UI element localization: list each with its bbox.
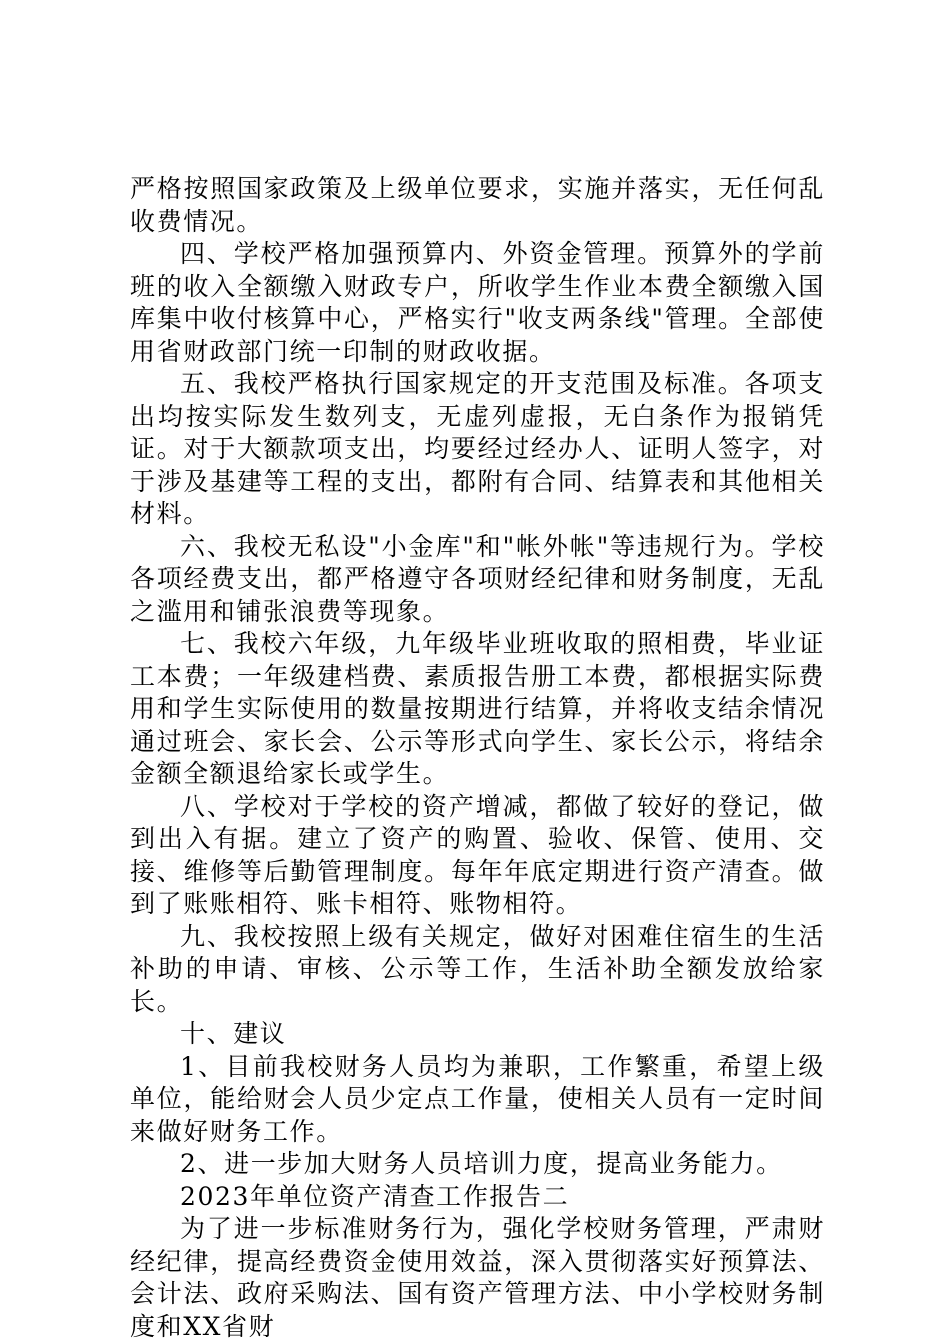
- paragraph-section-6: 六、我校无私设"小金库"和"帐外帐"等违规行为。学校各项经费支出，都严格遵守各项财经纪律和财务制度，无乱之滥用和铺张浪费等现象。: [130, 531, 825, 626]
- paragraph-section-10-heading: 十、建议: [180, 1019, 287, 1048]
- paragraph-section-7: 七、我校六年级，九年级毕业班收取的照相费，毕业证工本费；一年级建档费、素质报告册工本费，都根据实际费用和学生实际使用的数量按期进行结算，并将收支结余情况通过班会、家长会、公示等形式向学生、家长公示，将结余金额全额退给家长或学生。: [130, 629, 825, 788]
- document-page: [130, 173, 825, 1343]
- paragraph-suggestion-2: 2、进一步加大财务人员培训力度，提高业务能力。: [180, 1149, 783, 1178]
- report-two-title: 2023年单位资产清查工作报告二: [180, 1181, 570, 1211]
- paragraph-section-9: 九、我校按照上级有关规定，做好对困难住宿生的生活补助的申请、审核、公示等工作，生活补助全额发放给家长。: [130, 921, 825, 1016]
- paragraph-section-4: 四、学校严格加强预算内、外资金管理。预算外的学前班的收入全额缴入财政专户，所收学生作业本费全额缴入国库集中收付核算中心，严格实行"收支两条线"管理。全部使用省财政部门统一印制的财政收据。: [130, 239, 825, 366]
- paragraph-report-two-intro: 为了进一步标准财务行为，强化学校财务管理，严肃财经纪律，提高经费资金使用效益，深入贯彻落实好预算法、会计法、政府采购法、国有资产管理方法、中小学校财务制度和XX省财: [130, 1214, 825, 1341]
- paragraph-section-8: 八、学校对于学校的资产增减，都做了较好的登记，做到出入有据。建立了资产的购置、验收、保管、使用、交接、维修等后勤管理制度。每年年底定期进行资产清查。做到了账账相符、账卡相符、账物相符。: [130, 791, 825, 918]
- paragraph-intro-continuation: 严格按照国家政策及上级单位要求，实施并落实，无任何乱收费情况。: [130, 174, 825, 236]
- paragraph-suggestion-1: 1、目前我校财务人员均为兼职，工作繁重，希望上级单位，能给财会人员少定点工作量，使相关人员有一定时间来做好财务工作。: [130, 1051, 825, 1146]
- paragraph-section-5: 五、我校严格执行国家规定的开支范围及标准。各项支出均按实际发生数列支，无虚列虚报，无白条作为报销凭证。对于大额款项支出，均要经过经办人、证明人签字，对于涉及基建等工程的支出，都附有合同、结算表和其他相关材料。: [130, 369, 825, 528]
